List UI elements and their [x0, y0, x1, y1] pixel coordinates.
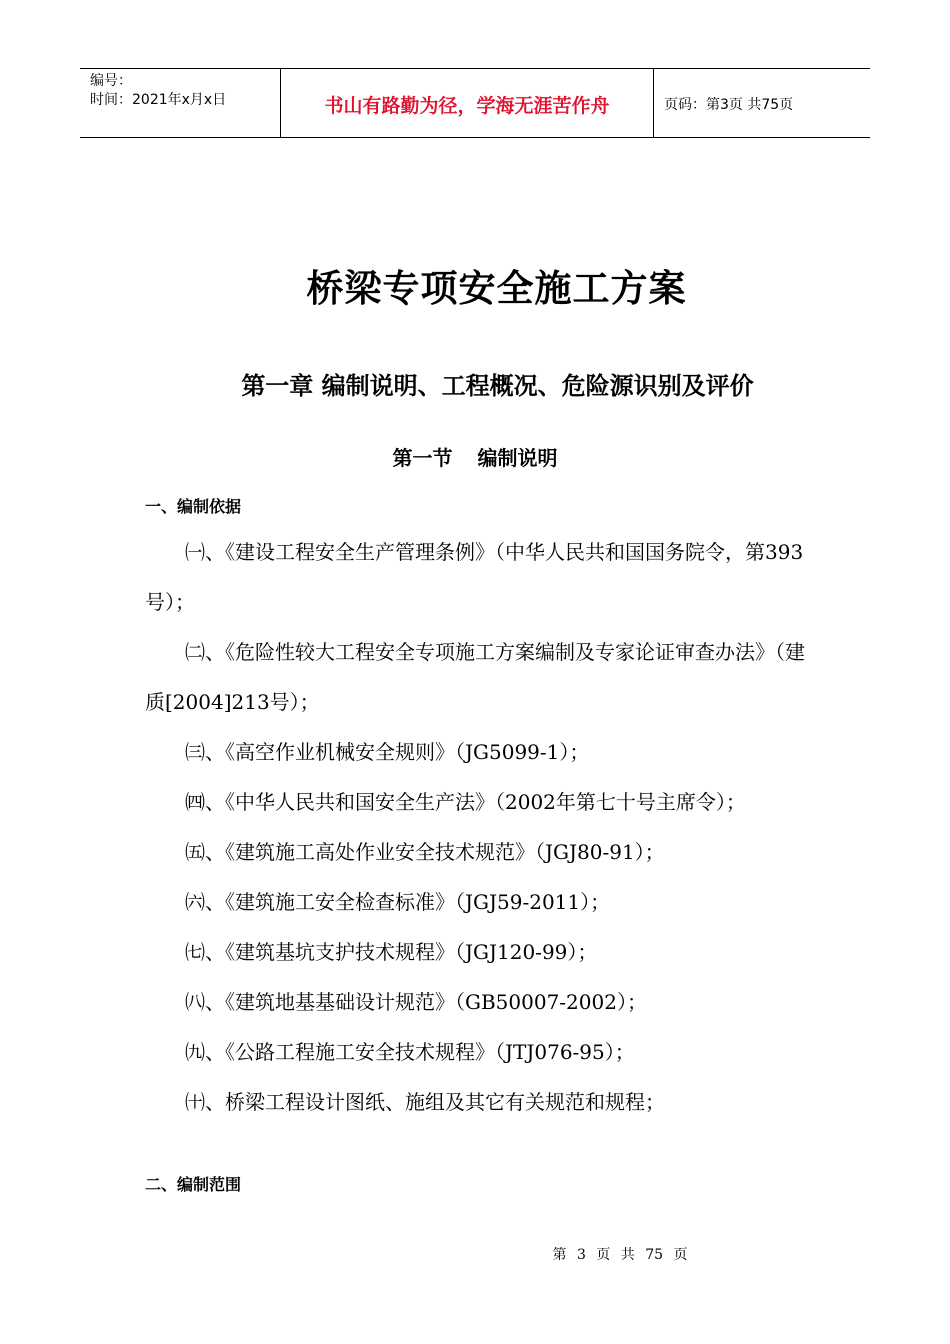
header-page-cell — [654, 69, 870, 137]
basis-list — [145, 527, 815, 1127]
section-heading: 第一节 编制说明 — [392, 446, 558, 470]
list-item: ㈢、《高空作业机械安全规则》（JG5099-1）； — [185, 740, 590, 764]
page-footer: 第 3 页 共 75 页 — [552, 1247, 688, 1263]
list-item: ㈣、《中华人民共和国安全生产法》（2002年第七十号主席令）； — [185, 790, 746, 814]
page-header — [80, 68, 870, 138]
header-meta-cell — [80, 69, 281, 137]
list-item: ㈠、《建设工程安全生产管理条例》（中华人民共和国国务院令，第393号）； — [145, 540, 804, 614]
list-item: ㈧、《建筑地基基础设计规范》（GB50007-2002）； — [185, 990, 647, 1014]
list-item: ㈤、《建筑施工高处作业安全技术规范》（JGJ80-91）； — [185, 840, 665, 864]
doc-number-label: 编号： — [90, 73, 132, 89]
header-motto: 书山有路勤为径，学海无涯苦作舟 — [324, 95, 610, 117]
header-motto-cell — [281, 69, 654, 137]
document-title: 桥梁专项安全施工方案 — [306, 267, 687, 310]
header-page-info: 页码：第3页 共75页 — [664, 97, 794, 113]
list-item: ㈩、桥梁工程设计图纸、施组及其它有关规范和规程； — [185, 1090, 665, 1114]
date-line: 时间：2021年x月x日 — [90, 92, 227, 108]
list-item: ㈨、《公路工程施工安全技术规程》（JTJ076-95）； — [185, 1040, 635, 1064]
subheading-scope: 二、编制范围 — [145, 1175, 242, 1194]
list-item: ㈥、《建筑施工安全检查标准》（JGJ59-2011）； — [185, 890, 611, 914]
list-item: ㈦、《建筑基坑支护技术规程》（JGJ120-99）； — [185, 940, 598, 964]
subheading-basis: 一、编制依据 — [145, 497, 242, 516]
list-item: ㈡、《危险性较大工程安全专项施工方案编制及专家论证审查办法》（建质[2004]213号）； — [145, 640, 805, 714]
chapter-heading: 第一章 编制说明、工程概况、危险源识别及评价 — [241, 372, 754, 400]
